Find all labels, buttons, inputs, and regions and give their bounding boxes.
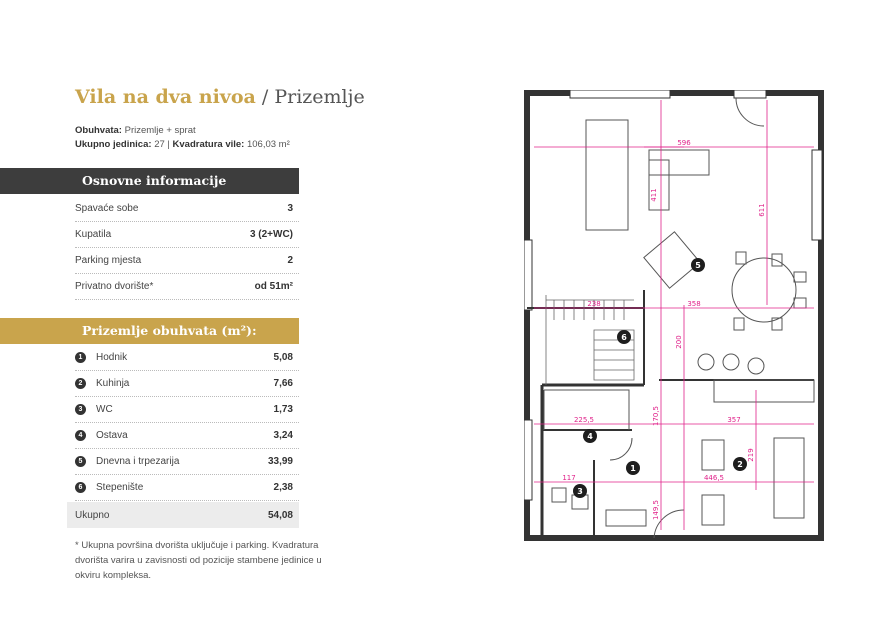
plan-walls [524, 90, 822, 538]
row-label: Parking mjesta [75, 255, 142, 266]
basic-row-bedrooms [75, 196, 299, 222]
basic-row-bathrooms [75, 222, 299, 248]
dim-label: 596 [677, 139, 691, 147]
area-label: Kvadratura vile: [172, 139, 245, 150]
dim-label: 149,5 [652, 499, 660, 521]
row-value: 33,99 [267, 456, 293, 467]
row-value: 5,08 [273, 352, 293, 363]
row-label: Dnevna i trpezarija [96, 456, 180, 467]
plan-room-markers [573, 258, 747, 498]
room-row-wc [75, 397, 299, 423]
total-value: 54,08 [267, 509, 293, 521]
basic-row-parking [75, 248, 299, 274]
room-number-badge: 2 [75, 378, 86, 389]
dim-label: 611 [758, 203, 766, 217]
row-label: Spavaće sobe [75, 203, 139, 214]
room-number-badge: 3 [75, 404, 86, 415]
dim-label: 219 [747, 448, 755, 462]
row-value: 1,73 [273, 404, 293, 415]
room-number-badge: 6 [75, 482, 86, 493]
basic-info-header: Osnovne informacije [0, 168, 299, 194]
basic-row-yard [75, 274, 299, 300]
dim-label: 411 [650, 188, 658, 202]
row-value: 2 [287, 255, 293, 266]
row-label: WC [96, 404, 113, 415]
coverage-value: Prizemlje + sprat [124, 125, 196, 136]
room-row-hallway [75, 345, 299, 371]
dim-label: 446,5 [703, 474, 725, 482]
row-label: Stepenište [96, 482, 144, 493]
title-separator: / [261, 86, 269, 108]
row-value: 3 (2+WC) [249, 229, 293, 240]
area-value: 106,03 m² [246, 139, 290, 150]
dim-label: 170,5 [652, 405, 660, 427]
meta-divider: | [167, 139, 170, 150]
title-main: Vila na dva nivoa [75, 86, 256, 108]
row-label: Kuhinja [96, 378, 130, 389]
row-value: 3,24 [273, 430, 293, 441]
row-value: od 51m² [254, 281, 293, 292]
room-marker: 4 [587, 432, 593, 441]
room-row-storage [75, 423, 299, 449]
plan-furniture [544, 98, 814, 538]
row-value: 7,66 [273, 378, 293, 389]
room-number-badge: 4 [75, 430, 86, 441]
floor-plan [524, 90, 824, 541]
row-value: 2,38 [273, 482, 293, 493]
room-number-badge: 1 [75, 352, 86, 363]
dim-label: 117 [562, 474, 576, 482]
row-label: Ostava [96, 430, 128, 441]
dim-label: 357 [727, 416, 741, 424]
coverage-line [75, 125, 196, 136]
row-label: Kupatila [75, 229, 112, 240]
room-marker: 2 [737, 460, 743, 469]
footnote: * Ukupna površina dvorišta uključuje i parking. Kvadratura dvorišta varira u zavisnosti od pozicije stambene jedinice u okviru kompleksa. [75, 540, 322, 581]
room-row-living-dining [75, 449, 299, 475]
units-area-line [75, 139, 290, 150]
dim-label: 238 [587, 300, 601, 308]
room-marker: 1 [630, 464, 636, 473]
row-label: Privatno dvorište* [75, 281, 154, 292]
room-row-kitchen [75, 371, 299, 397]
dim-label: 200 [675, 335, 683, 349]
total-label: Ukupno [75, 509, 110, 521]
title-sub: Prizemlje [274, 86, 365, 108]
units-value: 27 [154, 139, 165, 150]
room-marker: 3 [577, 487, 583, 496]
row-value: 3 [287, 203, 293, 214]
page-title [75, 86, 365, 108]
units-label: Ukupno jedinica: [75, 139, 152, 150]
coverage-label: Obuhvata: [75, 125, 122, 136]
row-label: Hodnik [96, 352, 128, 363]
ground-floor-header: Prizemlje obuhvata (m²): [0, 318, 299, 344]
room-number-badge: 5 [75, 456, 86, 467]
plan-dimension-lines [534, 100, 814, 530]
room-marker: 5 [695, 261, 701, 270]
dim-label: 225,5 [573, 416, 595, 424]
room-marker: 6 [621, 333, 627, 342]
dim-label: 358 [687, 300, 701, 308]
room-row-staircase [75, 475, 299, 501]
room-row-total [67, 502, 299, 528]
